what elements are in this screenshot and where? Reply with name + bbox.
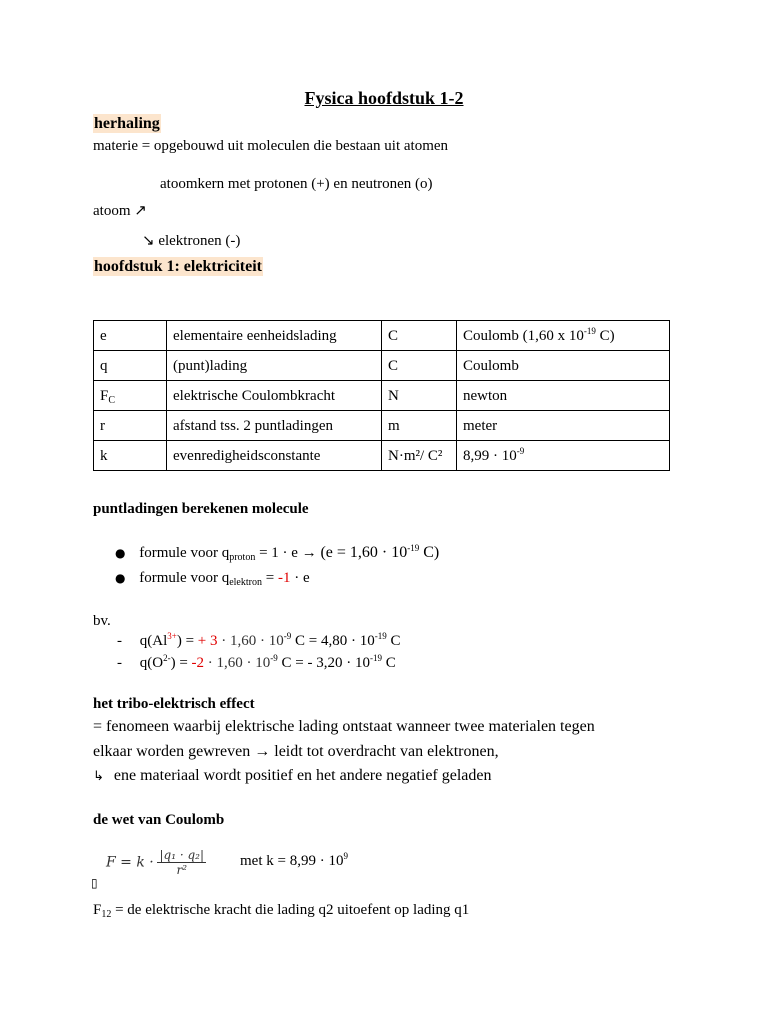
tribo-line-2: elkaar worden gewreven → leidt tot overdracht van elektronen, [93,743,499,760]
o-charge: 2- [163,653,171,663]
al-calc-a: · 1,60 · 10 [217,633,284,649]
table-cell-symbol: q [94,351,167,381]
atoomkern-line: atoomkern met protonen (+) en neutronen (o) [160,176,433,192]
table-row [94,351,670,381]
table-row [94,321,670,351]
table-cell-symbol: r [94,411,167,441]
dash-bullet: - [117,655,122,671]
al-equals: ) = [176,633,198,649]
coulomb-constant [240,852,348,870]
o-exp-a: -9 [270,653,278,663]
table-row [94,411,670,441]
elektron-equals: = [261,570,278,586]
table-cell-symbol: e [94,321,167,351]
e-value-suffix: C) [419,544,440,561]
arrow-up-right-icon: ↗ [134,201,147,219]
elektronen-line [142,231,240,250]
f12-subscript: 12 [101,909,112,920]
al-coefficient: + 3 [197,633,218,649]
bullet-elektron [115,569,310,587]
proton-subscript: proton [229,552,256,563]
heading-hoofdstuk-1-label: hoofdstuk 1: elektriciteit [94,258,262,275]
table-cell-unit-name: Coulomb [457,351,670,381]
page-title: Fysica hoofdstuk 1-2 [304,88,464,108]
al-exp-a: -9 [283,631,292,641]
al-charge: 3+ [167,631,177,641]
unit-name-exponent: -19 [583,325,596,336]
table-cell-description: elementaire eenheidslading [167,321,382,351]
al-calc-b: C = 4,80 · 10 [291,633,375,649]
heading-herhaling [93,114,161,133]
elektron-formula-label: formule voor q [139,570,230,586]
dash-bullet: - [117,633,122,649]
materie-line: materie = opgebouwd uit moleculen die bestaan uit atomen [93,138,449,154]
o-coefficient: -2 [191,655,205,671]
f12-definition [93,901,469,919]
table-cell-unit-name: meter [457,411,670,441]
tribo-line-3-text: ene materiaal wordt positief en het andere negatief geladen [113,767,492,784]
elektronen-label: elektronen (-) [158,233,241,249]
heading-coulomb: de wet van Coulomb [93,812,225,828]
table-cell-description: afstand tss. 2 puntladingen [167,411,382,441]
table-cell-unit-name [457,321,670,351]
formula-lhs: F = k · [106,854,154,871]
table-cell-symbol: k [94,441,167,471]
f12-symbol: F [93,902,102,918]
unit-name-text: 8,99 · 10 [463,447,517,464]
table-cell-unit: C [382,321,457,351]
o-equals: ) = [170,655,192,671]
symbol-subscript: C [108,394,116,406]
tribo-line-1: = fenomeen waarbij elektrische lading ontstaat wanneer twee materialen tegen [93,718,595,735]
proton-formula-label: formule voor q [139,545,230,561]
bullet-proton [115,543,439,562]
table-cell-unit-name [457,441,670,471]
table-cell-description: elektrische Coulombkracht [167,381,382,411]
o-text: q(O [139,655,164,671]
example-al [117,632,401,650]
unit-name-text: Coulomb (1,60 x 10 [463,327,584,344]
f12-text: = de elektrische kracht die lading q2 uitoefent op lading q1 [111,902,470,918]
table-cell-unit: m [382,411,457,441]
missing-glyph-icon: ▯ [91,876,98,890]
atoom-line [93,201,147,220]
units-table [93,320,670,471]
o-calc-b: C = - 3,20 · 10 [277,655,371,671]
proton-e-value [320,544,439,561]
elektron-coefficient: -1 [277,570,291,586]
unit-name-exponent: -9 [516,445,525,456]
coulomb-formula [106,848,206,878]
table-cell-unit: C [382,351,457,381]
symbol-text: F [100,387,109,404]
bullet-icon: ● [115,546,126,560]
constant-text: met k = 8,99 · 10 [240,853,344,869]
al-exp-b: -19 [374,631,387,641]
e-value-text: (e = 1,60 · 10 [320,544,408,561]
al-unit: C [386,633,401,649]
formula-numerator: |q₁ · q₂| [159,848,204,862]
table-cell-unit: N [382,381,457,411]
e-value-exponent: -19 [407,543,420,553]
atoom-label: atoom [93,203,131,219]
unit-name-suffix: C) [595,327,615,344]
table-cell-description: evenredigheidsconstante [167,441,382,471]
o-exp-b: -19 [370,653,383,663]
heading-hoofdstuk-1 [93,257,263,276]
bullet-icon: ● [115,571,126,585]
constant-exponent: 9 [343,851,348,861]
elektron-subscript: elektron [229,577,262,588]
elektron-formula-rest: · e [290,570,310,586]
table-row [94,381,670,411]
heading-herhaling-label: herhaling [94,115,160,132]
table-cell-description: (punt)lading [167,351,382,381]
heading-puntladingen: puntladingen berekenen molecule [93,501,309,517]
al-text: q(Al [139,633,168,649]
table-cell-unit: N·m²/ C² [382,441,457,471]
formula-fraction [157,848,206,878]
arrow-down-right-icon: ↘ [142,231,155,249]
return-arrow-icon: ↳ [93,769,104,784]
bv-label: bv. [93,613,111,629]
table-cell-symbol [94,381,167,411]
example-o [117,654,396,672]
o-unit: C [382,655,396,671]
heading-tribo: het tribo-elektrisch effect [93,696,255,712]
formula-denominator: r² [176,863,188,878]
table-row [94,441,670,471]
table-cell-unit-name: newton [457,381,670,411]
proton-formula: = 1 · e → [259,545,317,561]
o-calc-a: · 1,60 · 10 [204,655,271,671]
tribo-line-3 [93,766,492,785]
